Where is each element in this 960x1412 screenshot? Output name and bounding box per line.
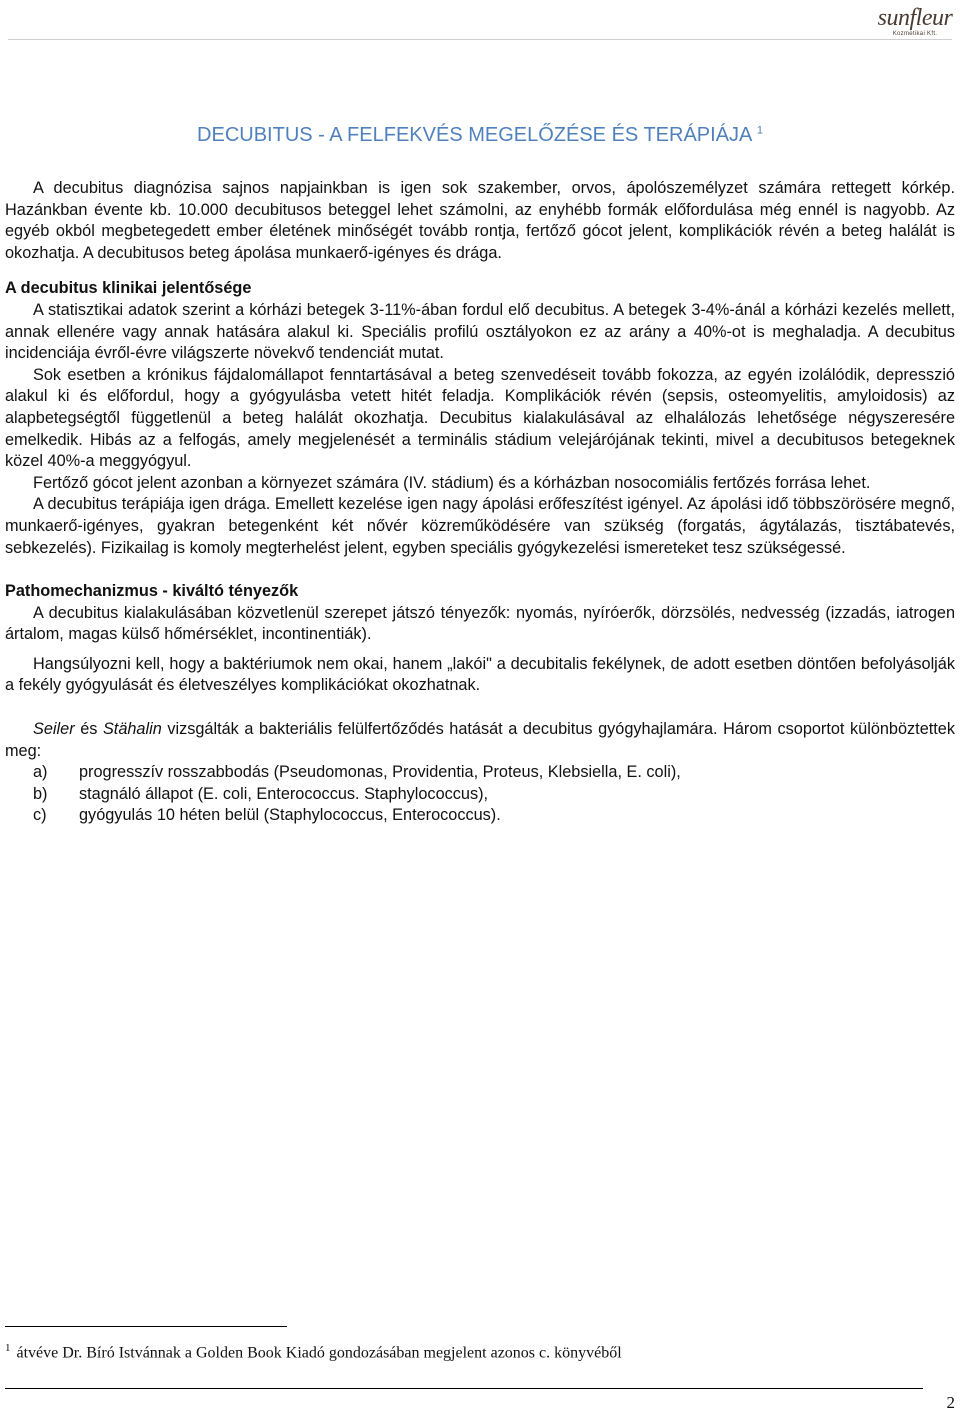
paragraph: A decubitus terápiája igen drága. Emellett kezelése igen nagy ápolási erőfeszítést igényel. Az ápolási idő többszörösére megnő, munkaerő-igényes, gyakran betegenként két nővér közreműködésére van szükség (forgatás, ágytálazás, tisztábatevés, sebkezelés). Fizikailag is komoly megterhelést jelent, egyben speciális gyógykezelési ismereteket tesz szükségessé. — [5, 495, 955, 557]
title-text: DECUBITUS - A FELFEKVÉS MEGELŐZÉSE ÉS TERÁPIÁJA — [197, 124, 752, 146]
list-marker: c) — [33, 806, 47, 825]
list-marker: a) — [33, 763, 48, 782]
section-heading-pathomechanism: Pathomechanizmus - kiváltó tényezők — [5, 582, 299, 601]
footnote-number: 1 — [5, 1342, 11, 1354]
list-item — [5, 784, 955, 806]
paragraph: Hangsúlyozni kell, hogy a baktériumok nem okai, hanem „lakói" a decubitalis fekélynek, de adott esetben döntően befolyásolják a fekély gyógyulását és életveszélyes komplikációkat okozhatnak. — [5, 654, 955, 695]
document-body — [5, 178, 955, 827]
list-item — [5, 805, 955, 827]
intro-paragraph: A decubitus diagnózisa sajnos napjainkban is igen sok szakember, orvos, ápolószemélyzet számára rettegett kórkép. Hazánkban évente kb. 10.000 decubitusos beteggel lehet számolni, az enyhébb formák előfordulása még ennél is nagyobb. Az egyéb okból megbetegedett ember életének minőségét tovább rontja, fertőző gócot jelent, komplikációk révén a beteg halálát is okozhatja. A decubitusos beteg ápolása munkaerő-igényes és drága. — [5, 179, 955, 262]
conjunction: és — [74, 720, 103, 739]
list-item — [5, 762, 955, 784]
paragraph-seiler — [5, 719, 955, 762]
page-number: 2 — [946, 1393, 955, 1412]
footnote-divider — [5, 1326, 287, 1327]
footnote — [5, 1338, 622, 1363]
title-footnote-ref: 1 — [756, 124, 763, 137]
author-name: Seiler — [33, 720, 75, 739]
header-divider — [8, 39, 952, 40]
bacteria-group-list — [5, 762, 955, 827]
list-marker: b) — [33, 784, 48, 803]
company-logo — [876, 6, 954, 40]
paragraph-text: vizsgálták a bakteriális felülfertőződés hatását a decubitus gyógyhajlamára. Három csoportot különböztettek meg: — [5, 720, 955, 760]
paragraph: A statisztikai adatok szerint a kórházi betegek 3-11%-ában fordul elő decubitus. A betegek 3-4%-ánál a kórházi kezelés mellett, annak ellenére vagy annak hatására alakul ki. Speciális profilú osztályokon ez az arány a 40%-ot is meghaladja. A decubitus incidenciája évről-évre világszerte növekvő tendenciát mutat. — [5, 300, 955, 363]
paragraph: Sok esetben a krónikus fájdalomállapot fenntartásával a beteg szenvedéseit tovább fokozza, az egyén izolálódik, depresszió alakul ki és előfordul, hogy a gyógyulásba vetett hitét feladja. Komplikációk révén (sepsis, osteomyelitis, amyloidosis) az alapbetegségtől függetlenül a beteg halálát okozhatja. Decubitus kialakulásával az elhalálozás lehetősége négyszeresére emelkedik. Hibás az a felfogás, amely megjelenését a terminális stádium velejárójának tekinti, mivel a decubitusos betegeknek közel 40%-a meggyógyul. — [5, 365, 955, 471]
logo-text: sunfleur — [877, 5, 953, 31]
section-heading-clinical: A decubitus klinikai jelentősége — [5, 279, 252, 298]
paragraph: A decubitus kialakulásában közvetlenül szerepet játszó tényezők: nyomás, nyíróerők, dörzsölés, nedvesség (izzadás, iatrogen ártalom, magas külső hőmérséklet, incontinentiák). — [5, 603, 955, 644]
footer-divider — [5, 1388, 923, 1389]
author-name: Stähalin — [102, 720, 162, 739]
list-text: stagnáló állapot (E. coli, Enterococcus. Staphylococcus), — [79, 784, 489, 803]
logo-subtext: Kozmetikai Kft. — [892, 31, 938, 37]
list-text: gyógyulás 10 héten belül (Staphylococcus, Enterococcus). — [79, 806, 501, 825]
footnote-text: átvéve Dr. Bíró Istvánnak a Golden Book Kiadó gondozásában megjelent azonos c. könyvéből — [16, 1344, 622, 1362]
paragraph: Fertőző gócot jelent azonban a környezet számára (IV. stádium) és a kórházban nosocomiális fertőzés forrása lehet. — [33, 473, 871, 492]
document-title — [0, 124, 960, 147]
list-text: progresszív rosszabbodás (Pseudomonas, Providentia, Proteus, Klebsiella, E. coli), — [79, 763, 681, 782]
